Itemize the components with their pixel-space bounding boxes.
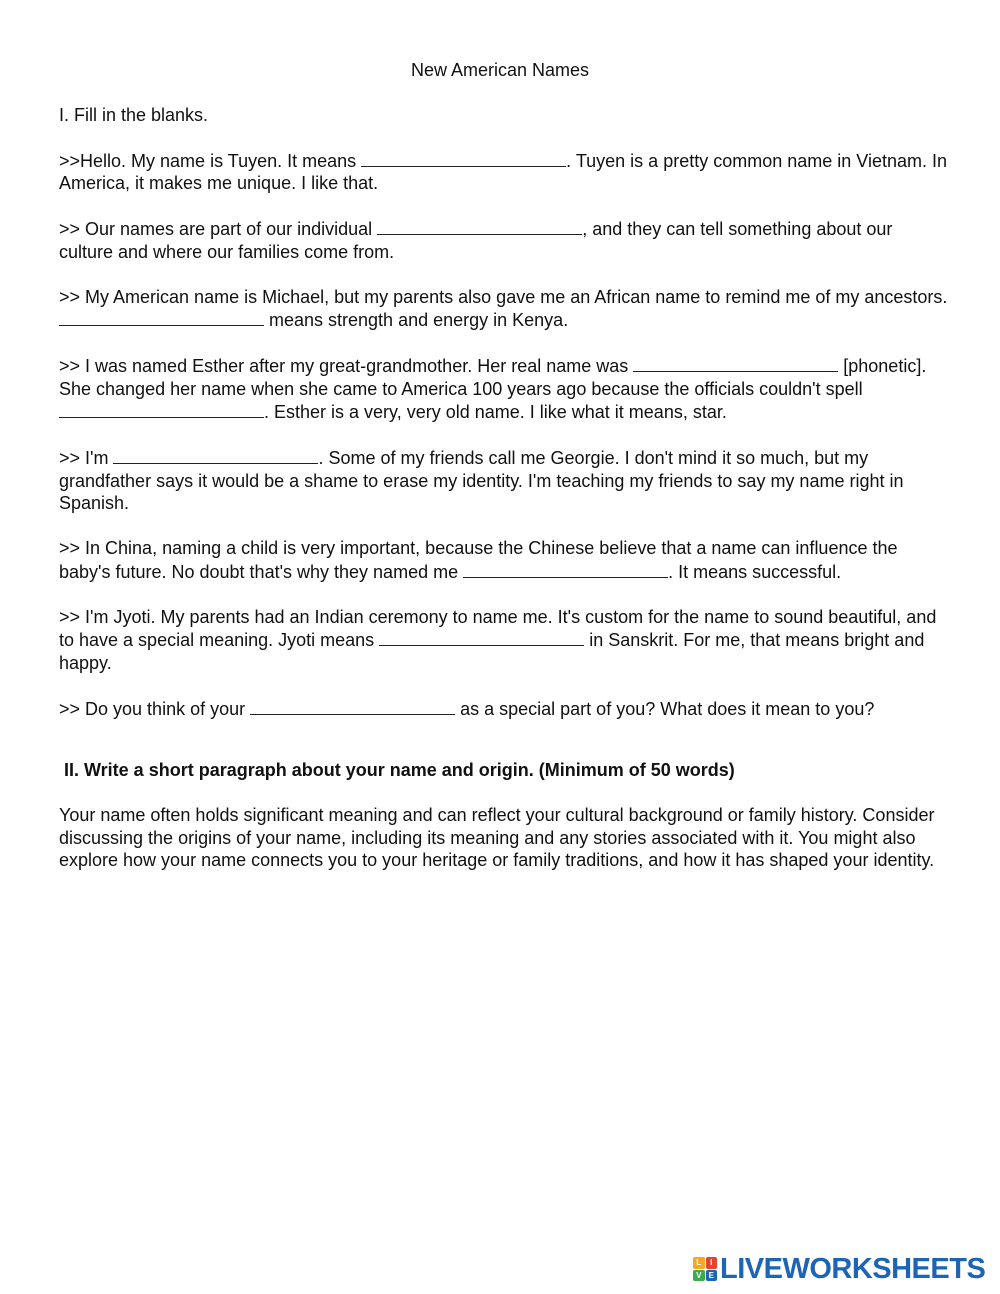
text-segment: . Some of my friends call me Georgie. I don't mind it so much, but my grandfather says it would be a shame to erase my identity. I'm teaching my friends to say my name right in Spanish. bbox=[59, 448, 904, 513]
paragraph-question bbox=[59, 697, 949, 721]
section-heading: II. Write a short paragraph about your name and origin. (Minimum of 50 words) bbox=[64, 760, 735, 780]
writing-section bbox=[59, 759, 949, 872]
text-segment: >> Our names are part of our individual bbox=[59, 219, 378, 239]
blank-input[interactable] bbox=[113, 446, 318, 464]
logo-tile: L bbox=[693, 1257, 705, 1269]
text-segment: . Esther is a very, very old name. I like what it means, star. bbox=[264, 402, 727, 422]
liveworksheets-logo-icon bbox=[693, 1257, 717, 1281]
text-segment: means strength and energy in Kenya. bbox=[264, 310, 569, 330]
text-segment: >> In China, naming a child is very important, because the Chinese believe that a name can influence the baby's future. No doubt that's why they named me bbox=[59, 538, 898, 582]
text-segment: >> My American name is Michael, but my parents also gave me an African name to remind me of my ancestors. bbox=[59, 286, 948, 307]
text-segment: >>Hello. My name is Tuyen. It means bbox=[59, 150, 362, 171]
logo-tile: E bbox=[706, 1270, 718, 1282]
writing-prompt: Your name often holds significant meaning and can reflect your cultural background or family history. Consider discussing the origins of your name, including its meaning and any stories associated with it. You might also explore how your name connects you to your heritage or family traditions, and how it has shaped your identity. bbox=[59, 805, 935, 870]
page-title: New American Names bbox=[410, 60, 590, 80]
liveworksheets-wordmark: LIVEWORKSHEETS bbox=[720, 1253, 986, 1285]
text-segment: , and they can tell something about our culture and where our families come from. bbox=[59, 219, 893, 262]
text-segment: >> I'm bbox=[59, 448, 114, 468]
text-segment: >> Do you think of your bbox=[59, 698, 251, 719]
blank-input[interactable] bbox=[361, 149, 566, 167]
paragraph-esther bbox=[59, 354, 949, 424]
text-segment: . It means successful. bbox=[668, 561, 842, 582]
section-heading: I. Fill in the blanks. bbox=[59, 105, 209, 125]
blank-input[interactable] bbox=[633, 354, 838, 372]
paragraph-jyoti bbox=[59, 606, 949, 675]
paragraph-identity bbox=[59, 217, 949, 263]
text-segment: >> I'm Jyoti. My parents had an Indian ceremony to name me. It's custom for the name to sound beautiful, and to have a special meaning. Jyoti means bbox=[59, 606, 937, 650]
blank-input[interactable] bbox=[59, 308, 264, 326]
logo-tile: V bbox=[693, 1270, 705, 1282]
logo-tile: I bbox=[706, 1257, 718, 1269]
paragraph-georgie bbox=[59, 446, 949, 515]
text-segment: >> I was named Esther after my great-grandmother. Her real name was bbox=[59, 356, 634, 376]
text-segment: . Tuyen is a pretty common name in Vietnam. In America, it makes me unique. I like that. bbox=[59, 150, 947, 193]
blank-input[interactable] bbox=[59, 400, 264, 418]
text-segment: [phonetic]. She changed her name when she came to America 100 years ago because the officials couldn't spell bbox=[59, 356, 927, 399]
text-segment: in Sanskrit. For me, that means bright and happy. bbox=[59, 630, 925, 673]
blank-input[interactable] bbox=[379, 628, 584, 646]
text-segment: as a special part of you? What does it mean to you? bbox=[455, 698, 875, 719]
paragraph-tuyen bbox=[59, 149, 949, 195]
fill-in-blanks-section bbox=[59, 104, 949, 743]
blank-input[interactable] bbox=[377, 217, 582, 235]
liveworksheets-logo bbox=[693, 1254, 985, 1284]
blank-input[interactable] bbox=[463, 560, 668, 578]
paragraph-michael bbox=[59, 286, 949, 332]
blank-input[interactable] bbox=[250, 697, 455, 715]
paragraph-china bbox=[59, 537, 949, 583]
